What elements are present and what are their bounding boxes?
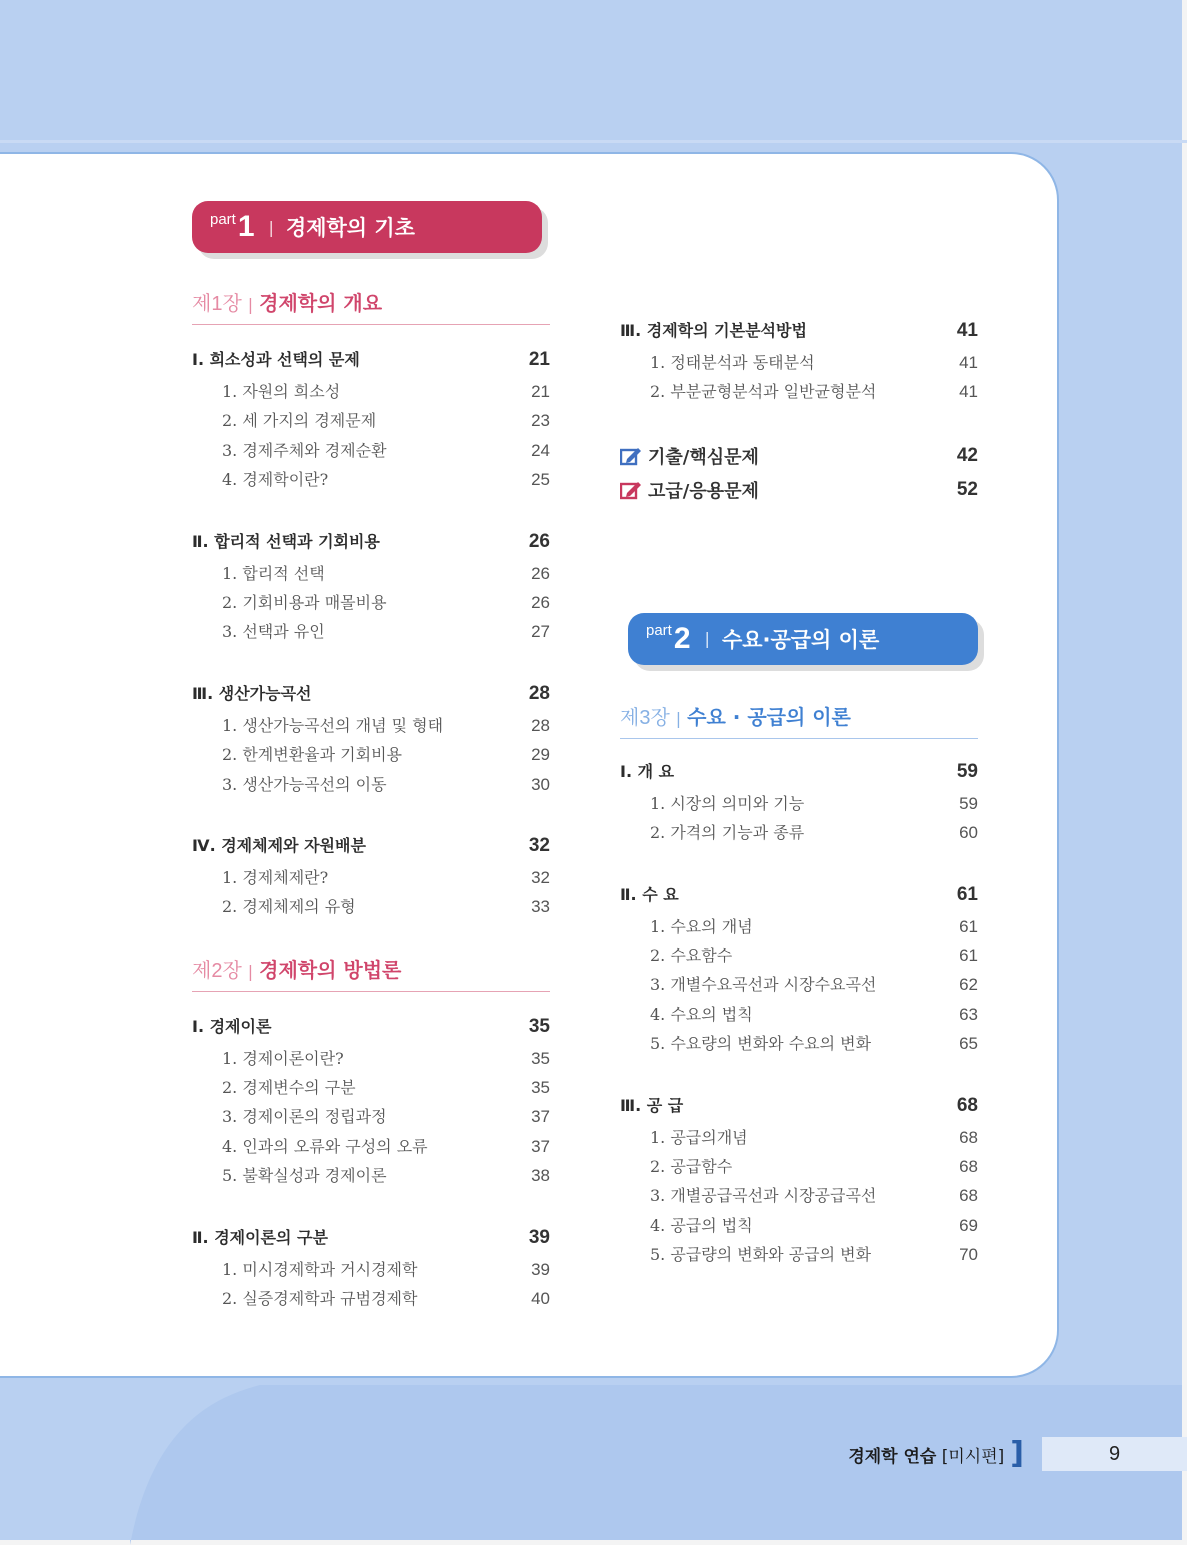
section-title: Ⅲ. 생산가능곡선: [192, 683, 312, 703]
item-text: 4. 경제학이란?: [222, 470, 329, 490]
toc-item[interactable]: [192, 559, 550, 588]
part-word: part: [210, 210, 236, 228]
item-page: 65: [959, 1034, 978, 1054]
section-title: I. 개 요: [620, 761, 675, 781]
part-title: 경제학의 기초: [285, 216, 415, 240]
item-text: 1. 생산가능곡선의 개념 및 형태: [222, 715, 444, 735]
item-page: 30: [531, 774, 550, 794]
item-text: 2. 경제체제의 유형: [222, 897, 356, 917]
section-page: 21: [528, 349, 550, 370]
chapter-title: 경제학의 방법론: [259, 957, 402, 982]
item-text: 2. 한계변환율과 기회비용: [222, 745, 402, 765]
item-text: 3. 개별수요곡선과 시장수요곡선: [650, 975, 877, 995]
item-text: 4. 공급의 법칙: [650, 1215, 753, 1235]
toc-item[interactable]: [620, 1181, 978, 1210]
item-text: 3. 경제이론의 정립과정: [222, 1107, 387, 1127]
part-separator: |: [268, 217, 274, 237]
item-page: 33: [531, 897, 550, 917]
item-page: 63: [959, 1004, 978, 1024]
toc-item[interactable]: [192, 1132, 550, 1161]
item-page: 35: [531, 1078, 550, 1098]
toc-section: [192, 1010, 550, 1191]
part-1-banner: [192, 201, 542, 253]
chapter-3: [620, 701, 978, 1270]
item-text: 1. 자원의 희소성: [222, 382, 341, 401]
chapter-heading: [192, 954, 550, 992]
item-text: 3. 선택과 유인: [222, 622, 325, 642]
toc-item[interactable]: [192, 617, 550, 646]
section-title: Ⅲ. 경제학의 기본분석방법: [620, 321, 807, 340]
toc-item[interactable]: [620, 1240, 978, 1269]
toc-section: [620, 878, 978, 1059]
item-text: 1. 정태분석과 동태분석: [650, 353, 815, 372]
item-page: 61: [959, 916, 978, 936]
toc-section: [192, 525, 550, 647]
part-number: 2: [673, 621, 691, 655]
item-page: 68: [959, 1156, 978, 1176]
special-item-past-exam[interactable]: [620, 439, 978, 473]
chapter-title: 수요 · 공급의 이론: [687, 704, 851, 729]
toc-section-heading[interactable]: [620, 314, 978, 348]
toc-item[interactable]: [192, 465, 550, 494]
toc-item[interactable]: [620, 912, 978, 941]
special-item-advanced[interactable]: [620, 473, 978, 507]
item-text: 1. 시장의 의미와 기능: [650, 793, 805, 813]
toc-section: [192, 677, 550, 799]
chapter-bar: |: [247, 961, 254, 981]
item-page: 28: [531, 715, 550, 735]
item-text: 1. 경제체제란?: [222, 867, 329, 887]
chapter-heading: [192, 287, 550, 325]
toc-item[interactable]: [620, 1123, 978, 1152]
toc-section: [620, 314, 978, 407]
toc-item[interactable]: [192, 436, 550, 465]
section-title: Ⅲ. 공 급: [620, 1095, 684, 1115]
toc-section: [192, 1221, 550, 1314]
item-text: 2. 가격의 기능과 종류: [650, 823, 805, 843]
toc-item[interactable]: [192, 1073, 550, 1102]
section-page: 61: [956, 883, 978, 905]
item-page: 26: [531, 563, 550, 583]
chapter-label: 제3장: [620, 706, 670, 729]
item-text: 3. 개별공급곡선과 시장공급곡선: [650, 1186, 877, 1206]
toc-section-heading[interactable]: [620, 755, 978, 789]
edit-icon: [620, 480, 642, 500]
section-title: Ⅱ. 합리적 선택과 기회비용: [192, 531, 380, 551]
item-page: 41: [959, 382, 978, 402]
item-text: 5. 수요량의 변화와 수요의 변화: [650, 1034, 872, 1054]
item-text: 1. 경제이론이란?: [222, 1048, 344, 1068]
item-page: 68: [959, 1127, 978, 1147]
part-word: part: [646, 622, 672, 640]
section-page: 39: [528, 1226, 550, 1248]
chapter-title: 경제학의 개요: [259, 291, 383, 315]
item-page: 60: [959, 823, 978, 843]
book-title: 경제학 연습: [848, 1446, 937, 1467]
item-page: 62: [959, 975, 978, 995]
item-text: 2. 세 가지의 경제문제: [222, 411, 377, 431]
part-separator: |: [704, 629, 710, 649]
item-page: 41: [959, 353, 978, 372]
toc-item[interactable]: [620, 1152, 978, 1181]
chapter-2: [192, 954, 550, 1314]
section-page: 68: [956, 1094, 978, 1116]
toc-section-heading[interactable]: [192, 343, 550, 377]
special-page: 42: [956, 444, 978, 466]
section-page: 28: [528, 682, 550, 704]
toc-section-heading[interactable]: [192, 677, 550, 711]
section-title: I. 경제이론: [192, 1016, 272, 1036]
special-label: 고급/응용문제: [648, 480, 759, 502]
item-page: 37: [531, 1107, 550, 1127]
toc-section: [192, 829, 550, 922]
toc-section-heading[interactable]: [620, 1089, 978, 1123]
section-page: 35: [528, 1015, 550, 1037]
toc-item[interactable]: [192, 1044, 550, 1073]
item-text: 2. 기회비용과 매몰비용: [222, 592, 387, 612]
section-page: 26: [528, 530, 550, 552]
chapter-heading: [620, 701, 978, 739]
item-text: 3. 생산가능곡선의 이동: [222, 774, 387, 794]
toc-item[interactable]: [620, 818, 978, 847]
toc-item[interactable]: [620, 1000, 978, 1029]
chapter-label: 제1장: [192, 293, 242, 315]
item-text: 2. 부분균형분석과 일반균형분석: [650, 382, 877, 402]
right-column: [620, 314, 978, 1269]
item-text: 3. 경제주체와 경제순환: [222, 440, 387, 460]
toc-item[interactable]: [620, 970, 978, 999]
toc-section-heading[interactable]: [192, 525, 550, 559]
item-text: 5. 공급량의 변화와 공급의 변화: [650, 1245, 872, 1265]
edit-icon: [620, 446, 642, 466]
toc-item[interactable]: [192, 1161, 550, 1190]
item-page: 27: [531, 622, 550, 642]
item-page: 68: [959, 1186, 978, 1206]
toc-item[interactable]: [620, 348, 978, 377]
part-title: 수요·공급의 이론: [721, 627, 880, 652]
item-text: 1. 합리적 선택: [222, 563, 325, 583]
toc-item[interactable]: [192, 770, 550, 799]
item-page: 24: [531, 440, 550, 460]
item-text: 1. 미시경제학과 거시경제학: [222, 1259, 418, 1279]
item-text: 2. 공급함수: [650, 1156, 733, 1176]
toc-section-heading[interactable]: [192, 1221, 550, 1255]
item-page: 21: [531, 382, 550, 401]
toc-item[interactable]: [620, 789, 978, 818]
item-text: 1. 공급의개념: [650, 1127, 748, 1147]
chapter-bar: |: [247, 295, 254, 314]
toc-section: [192, 343, 550, 495]
toc-section-heading[interactable]: [192, 829, 550, 863]
toc-section-heading[interactable]: [192, 1010, 550, 1044]
book-edition: [미시편]: [941, 1446, 1005, 1467]
section-title: Ⅰ. 희소성과 선택의 문제: [192, 350, 360, 369]
chapter-1: [192, 287, 550, 922]
toc-item[interactable]: [192, 377, 550, 406]
item-page: 61: [959, 945, 978, 965]
section-page: 41: [956, 320, 978, 341]
special-page: 52: [956, 478, 978, 500]
part-2-banner: [628, 613, 978, 665]
section-page: 32: [528, 834, 550, 856]
page-footer: [848, 1437, 1187, 1471]
item-page: 59: [959, 793, 978, 813]
item-page: 40: [531, 1289, 550, 1309]
item-page: 26: [531, 592, 550, 612]
chapter-bar: |: [675, 708, 682, 728]
toc-section: [620, 755, 978, 848]
item-page: 32: [531, 867, 550, 887]
toc-item[interactable]: [192, 1102, 550, 1131]
toc-item[interactable]: [192, 711, 550, 740]
footer-book-title: [848, 1442, 1004, 1467]
toc-item[interactable]: [192, 863, 550, 892]
toc-item[interactable]: [192, 1255, 550, 1284]
footer-bracket-icon: ]: [1010, 1436, 1024, 1471]
chapter-label: 제2장: [192, 959, 242, 982]
section-title: Ⅱ. 경제이론의 구분: [192, 1227, 328, 1247]
toc-item[interactable]: [192, 892, 550, 921]
toc-item[interactable]: [620, 941, 978, 970]
item-text: 4. 인과의 오류와 구성의 오류: [222, 1136, 428, 1156]
item-text: 4. 수요의 법칙: [650, 1004, 753, 1024]
item-text: 2. 실증경제학과 규범경제학: [222, 1289, 418, 1309]
item-text: 2. 경제변수의 구분: [222, 1078, 356, 1098]
page-number: 9: [1042, 1437, 1187, 1471]
item-page: 37: [531, 1136, 550, 1156]
item-page: 70: [959, 1245, 978, 1265]
item-page: 39: [531, 1259, 550, 1279]
left-column: [192, 201, 550, 1313]
section-title: Ⅳ. 경제체제와 자원배분: [192, 835, 366, 855]
item-page: 29: [531, 745, 550, 765]
special-section: [620, 439, 978, 507]
toc-item[interactable]: [192, 406, 550, 435]
toc-item[interactable]: [192, 588, 550, 617]
item-page: 35: [531, 1048, 550, 1068]
special-label: 기출/핵심문제: [648, 446, 759, 468]
section-title: Ⅱ. 수 요: [620, 884, 679, 904]
toc-section-heading[interactable]: [620, 878, 978, 912]
toc-item[interactable]: [620, 377, 978, 406]
item-text: 2. 수요함수: [650, 945, 733, 965]
toc-item[interactable]: [620, 1029, 978, 1058]
item-page: 38: [531, 1166, 550, 1186]
toc-section: [620, 1089, 978, 1270]
toc-item[interactable]: [620, 1211, 978, 1240]
toc-item[interactable]: [192, 1284, 550, 1313]
item-text: 5. 불확실성과 경제이론: [222, 1166, 387, 1186]
item-page: 25: [531, 470, 550, 490]
item-text: 1. 수요의 개념: [650, 916, 753, 936]
item-page: 69: [959, 1215, 978, 1235]
toc-item[interactable]: [192, 740, 550, 769]
item-page: 23: [531, 411, 550, 431]
part-number: 1: [237, 210, 255, 243]
section-page: 59: [956, 760, 978, 782]
